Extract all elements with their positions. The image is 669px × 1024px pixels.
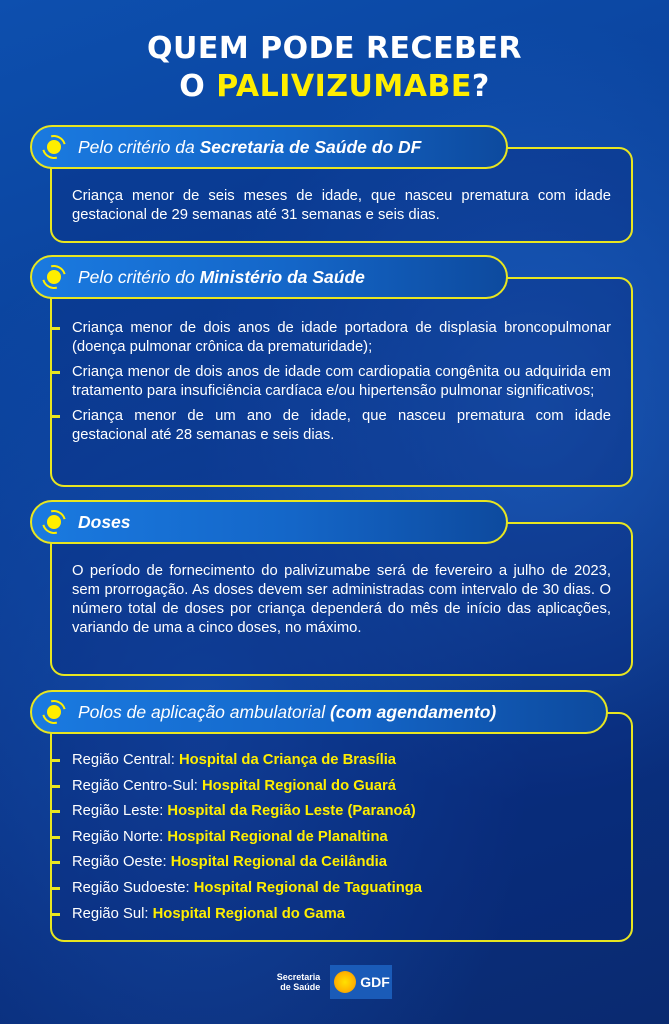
refresh-dot-icon xyxy=(42,265,66,289)
section-title: Doses xyxy=(78,511,131,532)
title-line-2: O PALIVIZUMABE? xyxy=(179,69,490,104)
section-ministerio xyxy=(30,255,633,487)
section-header xyxy=(30,125,508,169)
tree-icon xyxy=(334,971,356,993)
list-item: Região Norte: Hospital Regional de Planaltina xyxy=(72,825,611,851)
section-header xyxy=(30,255,508,299)
section-title: Pelo critério da Secretaria de Saúde do DF xyxy=(78,136,422,157)
list-item: Criança menor de dois anos de idade com cardiopatia congênita ou adquirida em tratamento para insuficiência cardíaca e/ou hipertensão pulmonar significativos; xyxy=(72,364,611,399)
list-item: Região Central: Hospital da Criança de Brasília xyxy=(72,748,611,774)
title-line-1: QUEM PODE RECEBER xyxy=(146,31,523,66)
section-title: Polos de aplicação ambulatorial (com agendamento) xyxy=(78,701,497,722)
section-header xyxy=(30,500,508,544)
secretaria-logo: Secretaria de Saúde xyxy=(276,972,321,992)
section-doses xyxy=(30,500,633,676)
section-text: O período de fornecimento do palivizumabe será de fevereiro a julho de 2023, sem prorrogação. As doses devem ser administradas com intervalo de 30 dias. O número total de doses por criança dependerá do mês de início das aplicações, variando de uma a cinco doses, no máximo. xyxy=(72,563,611,636)
page-title xyxy=(0,30,669,106)
section-polos xyxy=(30,690,633,942)
hospital-list xyxy=(72,748,611,927)
list-item: Criança menor de um ano de idade, que nasceu prematura com idade gestacional até 28 semanas e seis dias. xyxy=(72,408,611,443)
refresh-dot-icon xyxy=(42,700,66,724)
gdf-logo: GDF xyxy=(330,965,392,999)
section-text: Criança menor de seis meses de idade, que nasceu prematura com idade gestacional de 29 semanas até 31 semanas e seis dias. xyxy=(72,188,611,223)
list-item: Criança menor de dois anos de idade portadora de displasia broncopulmonar (doença pulmonar crônica da prematuridade); xyxy=(72,320,611,355)
section-header xyxy=(30,690,608,734)
refresh-dot-icon xyxy=(42,135,66,159)
list-item: Região Centro-Sul: Hospital Regional do Guará xyxy=(72,774,611,800)
list-item: Região Oeste: Hospital Regional da Ceilândia xyxy=(72,850,611,876)
list-item: Região Sul: Hospital Regional do Gama xyxy=(72,902,611,928)
list-item: Região Sudoeste: Hospital Regional de Taguatinga xyxy=(72,876,611,902)
refresh-dot-icon xyxy=(42,510,66,534)
section-secretaria xyxy=(30,125,633,243)
criteria-list xyxy=(72,319,611,451)
title-highlight: PALIVIZUMABE xyxy=(216,69,472,104)
section-title: Pelo critério do Ministério da Saúde xyxy=(78,266,365,287)
list-item: Região Leste: Hospital da Região Leste (Paranoá) xyxy=(72,799,611,825)
footer-logos xyxy=(0,965,669,999)
